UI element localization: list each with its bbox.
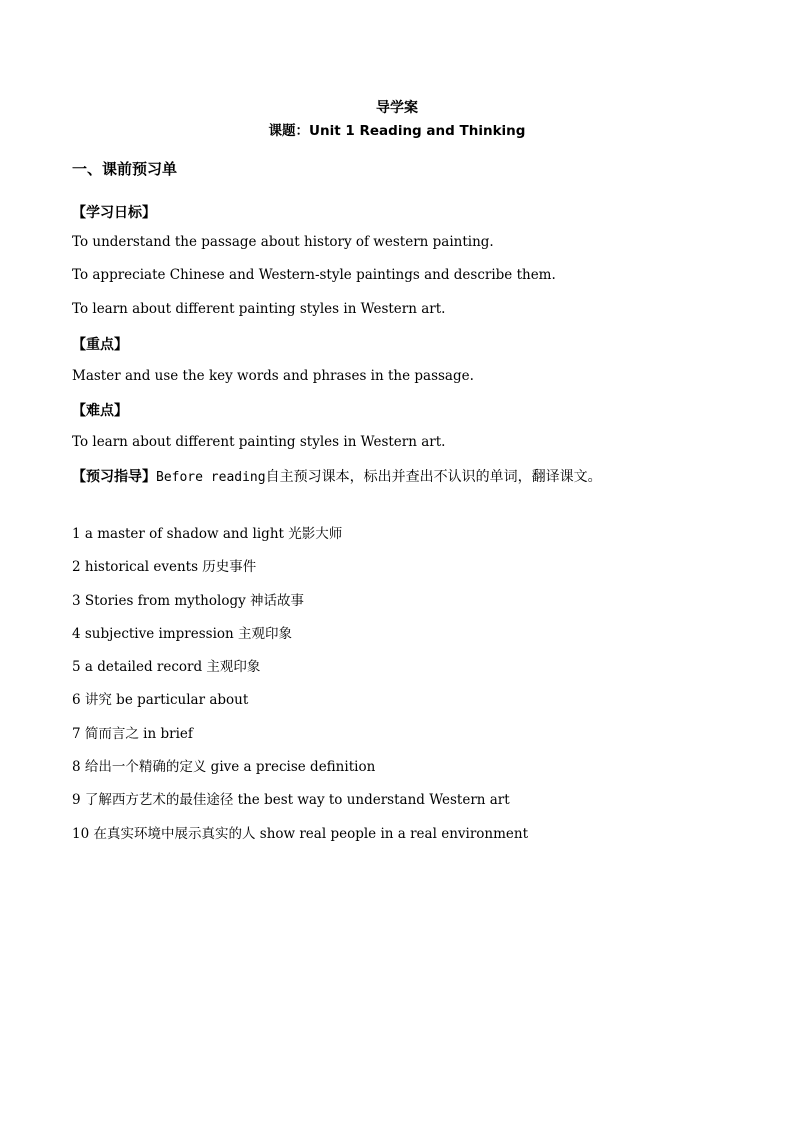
vocab-item: 4 subjective impression 主观印象 [72,625,293,642]
preview-guide-en: Before reading [156,470,266,485]
vocab-item: 6 讲究 be particular about [72,692,249,709]
vocab-item: 3 Stories from mythology 神话故事 [72,592,305,609]
difficult-points-text: To learn about different painting styles in Western art. [72,434,446,450]
preview-guide [72,466,602,486]
objective-line-1: To understand the passage about history of western painting. [72,234,494,250]
vocab-item: 5 a detailed record 主观印象 [72,659,261,676]
vocab-item: 7 简而言之 in brief [72,725,193,742]
lesson-topic [0,119,794,139]
vocabulary-list [72,518,528,851]
document-title: 导学案 [376,100,418,116]
preview-guide-zh: 自主预习课本，标出并查出不认识的单词，翻译课文。 [265,469,602,485]
vocab-item: 1 a master of shadow and light 光影大师 [72,526,343,542]
objective-line-3: To learn about different painting styles in Western art. [72,301,446,317]
vocab-item: 10 在真实环境中展示真实的人 show real people in a real environment [72,825,529,842]
vocab-item: 8 给出一个精确的定义 give a precise definition [72,759,376,776]
key-points-text: Master and use the key words and phrases in the passage. [72,368,474,384]
objective-line-2: To appreciate Chinese and Western-style paintings and describe them. [72,267,556,283]
preview-guide-label: 【预习指导】 [72,469,156,485]
lesson-topic-prefix: 课题： [268,123,310,139]
vocab-item: 9 了解西方艺术的最佳途径 the best way to understand Western art [72,792,510,809]
objectives-heading: 【学习日标】 [72,205,156,221]
section-heading-preview: 一、课前预习单 [72,160,178,178]
difficult-points-heading: 【难点】 [72,403,128,419]
lesson-topic-text: Unit 1 Reading and Thinking [309,123,526,139]
vocab-item: 2 historical events 历史事件 [72,559,257,576]
key-points-heading: 【重点】 [72,337,128,353]
